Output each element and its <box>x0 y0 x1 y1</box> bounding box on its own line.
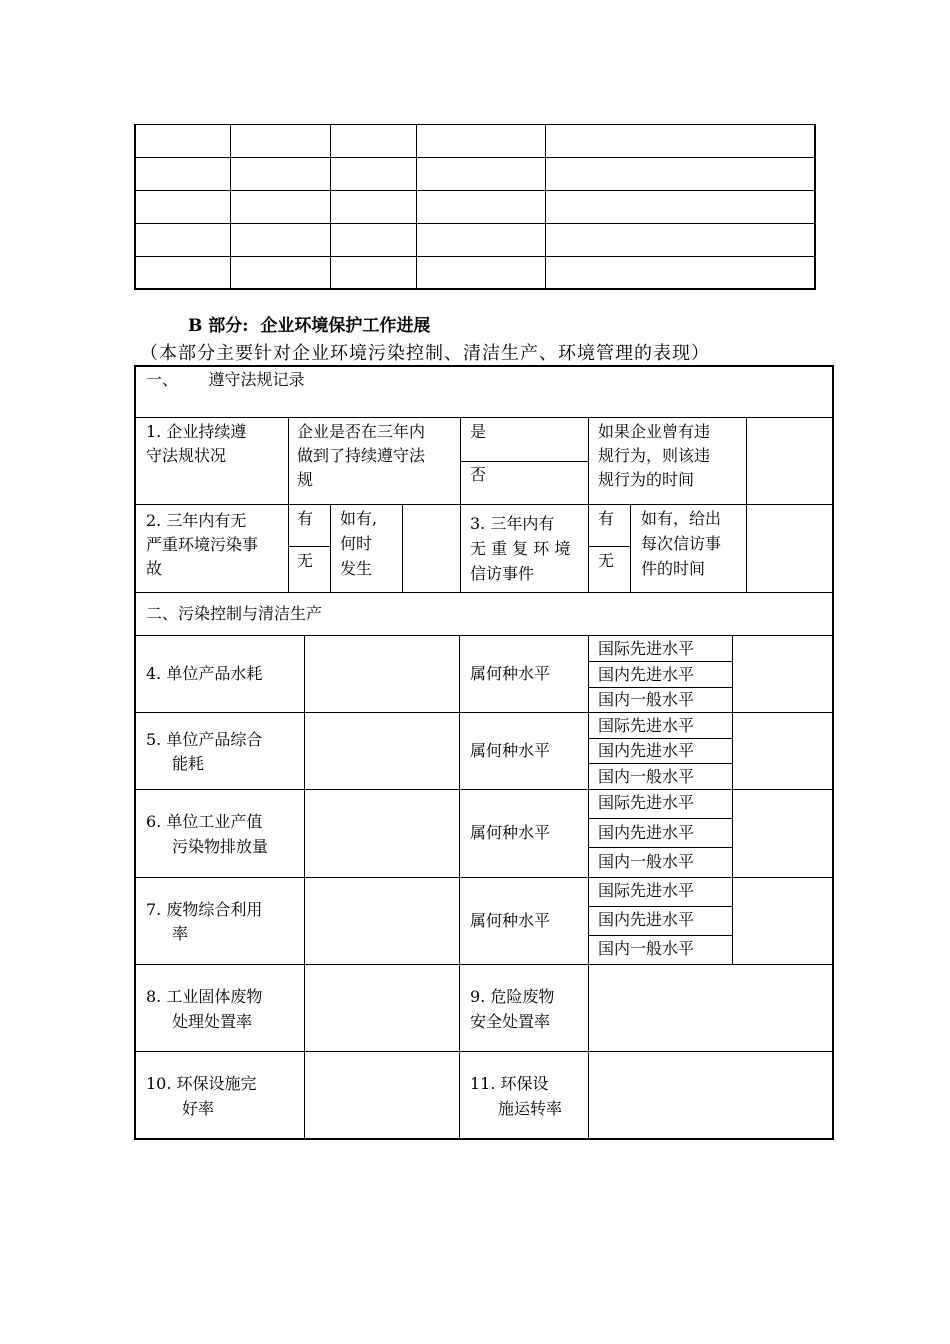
q6-level-question: 属何种水平 <box>470 823 551 842</box>
q11-label-line1: 11. 环保设 <box>470 1074 549 1093</box>
q9-label-line1: 9. 危险废物 <box>470 987 555 1006</box>
q8-label-line2: 处理处置率 <box>172 1012 253 1031</box>
q6-label-line2: 污染物排放量 <box>172 837 269 856</box>
q1-time-field[interactable] <box>748 419 832 503</box>
q4-level-domestic-general[interactable]: 国内一般水平 <box>598 690 695 709</box>
q5-label-line2: 能耗 <box>172 754 205 773</box>
q3-label-line3: 信访事件 <box>470 564 535 583</box>
q10-value-field[interactable] <box>306 1053 458 1137</box>
q2-when-line1: 如有, <box>340 509 378 528</box>
q2-label-line1: 2. 三年内有无 <box>146 511 247 530</box>
q1-question-line3: 规 <box>297 470 314 489</box>
q3-note-line3: 件的时间 <box>641 559 706 578</box>
q4-level-domestic-advanced[interactable]: 国内先进水平 <box>598 665 695 684</box>
section-title: B 部分: 企业环境保护工作进展 <box>188 316 431 336</box>
q5-label-line1: 5. 单位产品综合 <box>146 730 263 749</box>
q7-level-question: 属何种水平 <box>470 911 551 930</box>
q7-label-line2: 率 <box>172 924 189 943</box>
section-2-heading: 二、污染控制与清洁生产 <box>146 604 323 623</box>
q3-note-line2: 每次信访事 <box>641 534 722 553</box>
q6-level-international[interactable]: 国际先进水平 <box>598 793 695 812</box>
q3-yes-option[interactable]: 有 <box>598 509 615 528</box>
q11-value-field[interactable] <box>590 1053 831 1137</box>
q7-level-domestic-advanced[interactable]: 国内先进水平 <box>598 910 695 929</box>
section-subtitle: （本部分主要针对企业环境污染控制、清洁生产、环境管理的表现） <box>140 343 710 364</box>
q1-note-line2: 规行为，则该违 <box>598 446 711 465</box>
q1-question-line1: 企业是否在三年内 <box>297 422 426 441</box>
q8-label-line1: 8. 工业固体废物 <box>146 987 263 1006</box>
q1-note-line1: 如果企业曾有违 <box>598 422 711 441</box>
q7-level-international[interactable]: 国际先进水平 <box>598 881 695 900</box>
q2-when-line3: 发生 <box>340 559 373 578</box>
q1-note-line3: 规行为的时间 <box>598 470 695 489</box>
q4-level-international[interactable]: 国际先进水平 <box>598 639 695 658</box>
q2-label-line3: 故 <box>146 559 163 578</box>
q5-level-domestic-general[interactable]: 国内一般水平 <box>598 767 695 786</box>
q1-yes-option[interactable]: 是 <box>470 422 487 441</box>
q9-label-line2: 安全处置率 <box>470 1012 551 1031</box>
q6-level-domestic-general[interactable]: 国内一般水平 <box>598 852 695 871</box>
q3-label-line2: 无 重 复 环 境 <box>470 539 571 558</box>
q5-level-domestic-advanced[interactable]: 国内先进水平 <box>598 741 695 760</box>
q2-label-line2: 严重环境污染事 <box>146 535 259 554</box>
q4-label: 4. 单位产品水耗 <box>146 664 263 683</box>
q7-value-field[interactable] <box>306 879 458 963</box>
q7-level-domestic-general[interactable]: 国内一般水平 <box>598 939 695 958</box>
q3-label-line1: 3. 三年内有 <box>470 514 555 533</box>
q4-value-field[interactable] <box>306 637 458 711</box>
q3-no-option[interactable]: 无 <box>598 551 615 570</box>
q3-note-line1: 如有，给出 <box>641 509 722 528</box>
q3-time-field[interactable] <box>748 506 832 591</box>
q2-time-field[interactable] <box>404 506 459 591</box>
q5-value-field[interactable] <box>306 714 458 788</box>
q1-no-option[interactable]: 否 <box>470 465 487 484</box>
q8-value-field[interactable] <box>306 966 458 1050</box>
q4-level-question: 属何种水平 <box>470 664 551 683</box>
q11-label-line2: 施运转率 <box>498 1099 563 1118</box>
q6-value-field[interactable] <box>306 791 458 876</box>
q1-label-line2: 守法规状况 <box>146 446 227 465</box>
q1-question-line2: 做到了持续遵守法 <box>297 446 426 465</box>
q5-level-international[interactable]: 国际先进水平 <box>598 716 695 735</box>
q5-level-question: 属何种水平 <box>470 741 551 760</box>
q10-label-line2: 好率 <box>182 1099 215 1118</box>
q10-label-line1: 10. 环保设施完 <box>146 1074 257 1093</box>
q9-value-field[interactable] <box>590 966 831 1050</box>
q2-yes-option[interactable]: 有 <box>297 509 314 528</box>
q2-no-option[interactable]: 无 <box>297 551 314 570</box>
q6-level-domestic-advanced[interactable]: 国内先进水平 <box>598 823 695 842</box>
q7-label-line1: 7. 废物综合利用 <box>146 900 263 919</box>
section-1-heading: 一、 遵守法规记录 <box>146 370 305 389</box>
q6-label-line1: 6. 单位工业产值 <box>146 812 263 831</box>
q1-label-line1: 1. 企业持续遵 <box>146 422 247 441</box>
q2-when-line2: 何时 <box>340 534 373 553</box>
